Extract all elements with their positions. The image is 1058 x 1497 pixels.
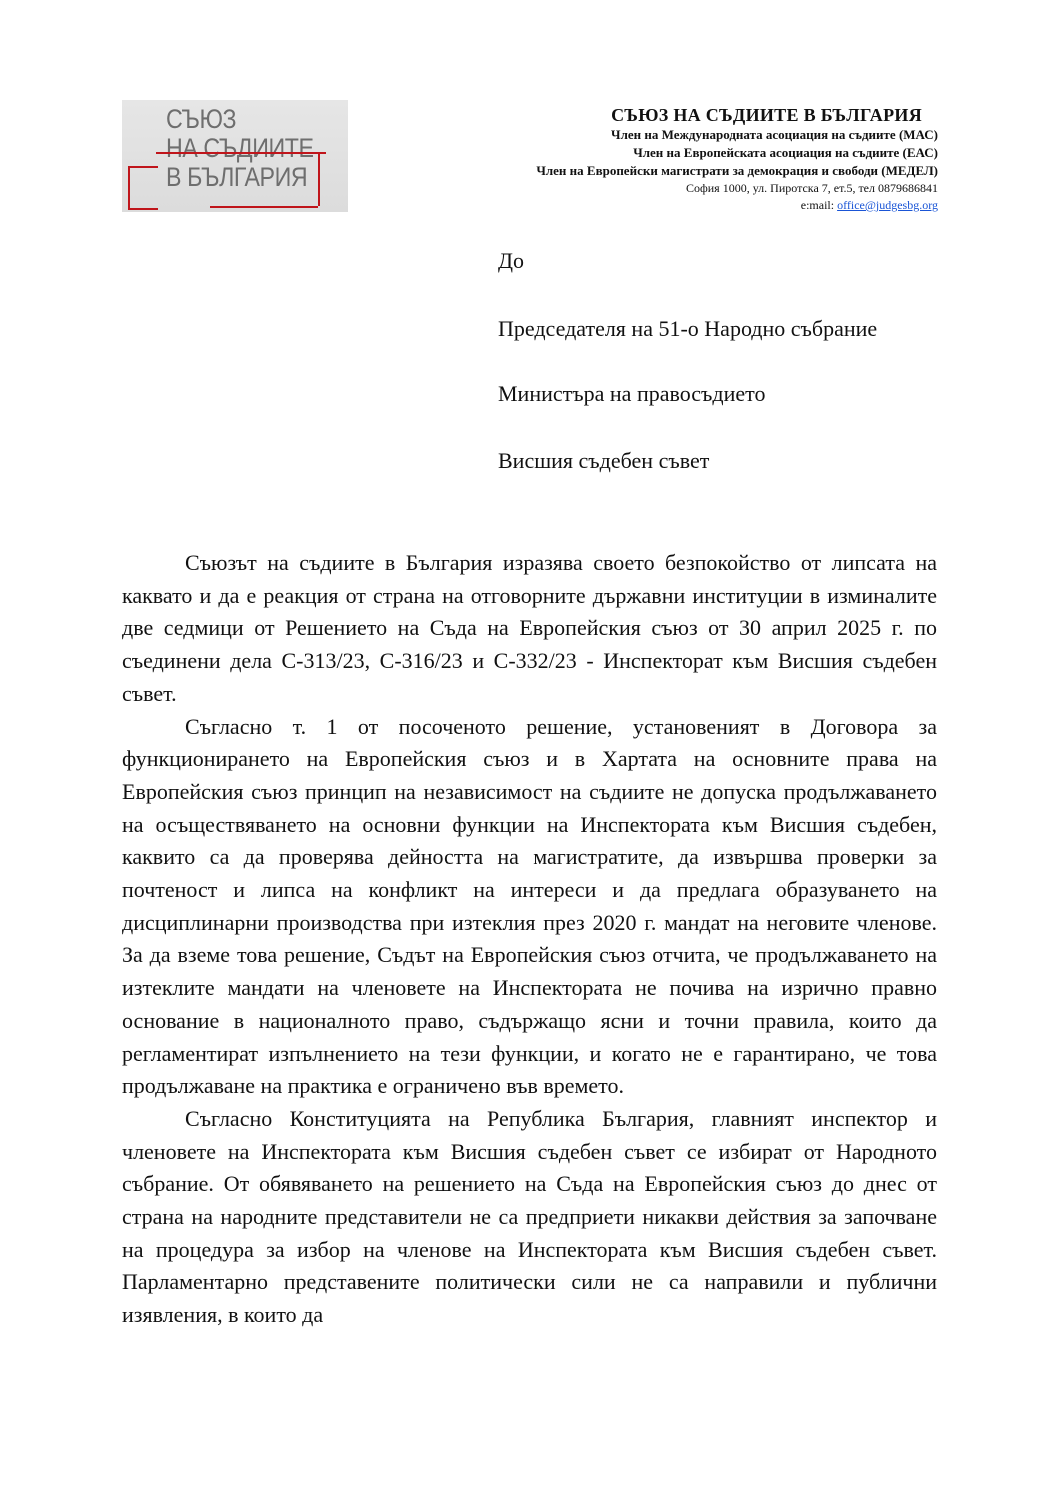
membership-line: Член на Европейски магистрати за демокрация и свободи (МЕДЕЛ) bbox=[536, 163, 938, 178]
logo-red-bracket-bottom bbox=[210, 206, 318, 208]
body-paragraph: Съгласно Конституцията на Република България, главният инспектор и членовете на Инспектората към Висшия съдебен съвет се избират от Народното събрание. От обявяването на решението на Съда на Европейския съюз до днес от страна на народните представители не са предприети никакви действия за започване на процедура за избор на членове на Инспектората към Висшия съдебен съвет. Парламентарно представените политически сили не са направили и публични изявления, в които да bbox=[122, 1105, 937, 1328]
logo-text-line-3: В БЪЛГАРИЯ bbox=[166, 162, 308, 192]
logo-text-line-2: НА СЪДИИТЕ bbox=[166, 133, 314, 163]
logo-red-bracket-right bbox=[318, 152, 320, 206]
email-label: e:mail: bbox=[800, 198, 838, 212]
logo-text-line-1: СЪЮЗ bbox=[166, 104, 237, 134]
membership-line: Член на Международната асоциация на съдиите (МАС) bbox=[611, 127, 938, 142]
body-paragraph: Съгласно т. 1 от посоченото решение, установеният в Договора за функционирането на Европейския съюз и в Хартата на основните права на Европейския съюз принцип на независимост на съдиите не допуска продължаването на осъществяването на основни функции на Инспектората към Висшия съдебен, каквито са да проверява дейността на магистратите, да извършва проверки за почтеност и липса на конфликт на интереси и да предлага образуването на дисциплинарни производства при изтеклия през 2020 г. мандат на неговите членове. За да вземе това решение, Съдът на Европейския съюз отчита, че продължаването на изтеклите мандати на членовете на Инспектората не почива на изрично правно основание в националното право, съдържащо ясни и точни правила, които да регламентират изпълнението на тези функции, и когато не е гарантирано, че това продължаване на практика е ограничено във времето. bbox=[122, 713, 937, 1099]
addressee-to: До bbox=[498, 248, 525, 273]
email-line bbox=[536, 197, 938, 214]
letter-body bbox=[122, 547, 937, 1332]
addressee-recipient: Министъра на правосъдието bbox=[498, 381, 766, 406]
postal-address: София 1000, ул. Пиротска 7, ет.5, тел 0879686841 bbox=[685, 181, 938, 195]
letterhead bbox=[536, 104, 938, 214]
addressee-recipient: Председателя на 51-о Народно събрание bbox=[498, 316, 878, 341]
logo-red-bracket-left bbox=[128, 166, 158, 210]
organization-name: СЪЮЗ НА СЪДИИТЕ В БЪЛГАРИЯ bbox=[611, 105, 922, 125]
body-paragraph: Съюзът на съдиите в България изразява своето безпокойство от липсата на каквато и да е реакция от страна на отговорните държавни институции в изминалите две седмици от Решението на Съда на Европейския съюз от 30 април 2025 г. по съединени дела С-313/23, С-316/23 и С-332/23 - Инспекторат към Висшия съдебен съвет. bbox=[122, 550, 937, 706]
email-link[interactable]: office@judgesbg.org bbox=[837, 198, 938, 212]
addressee-recipient: Висшия съдебен съвет bbox=[498, 448, 710, 473]
logo-red-bracket-top bbox=[156, 152, 326, 154]
organization-logo bbox=[122, 100, 348, 212]
membership-line: Член на Европейската асоциация на съдиите (ЕАС) bbox=[633, 145, 938, 160]
